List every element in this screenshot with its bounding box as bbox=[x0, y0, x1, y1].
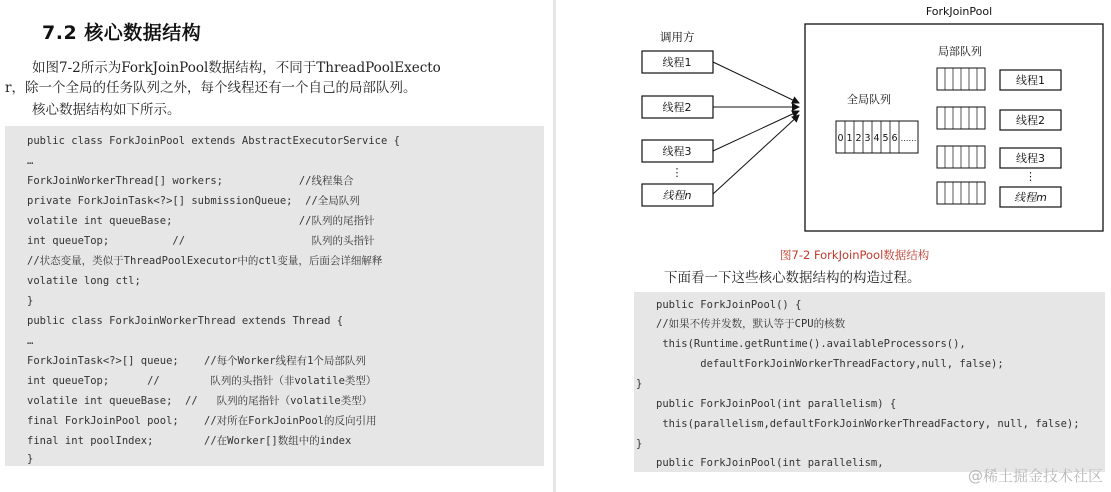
worker-thread-label: 线程2 bbox=[1016, 114, 1045, 127]
code-line: defaultForkJoinWorkerThreadFactory,null, false); bbox=[656, 358, 1004, 370]
paragraph-line-1: 如图7-2所示为ForkJoinPool数据结构，不同于ThreadPoolExecto bbox=[32, 60, 441, 76]
code-line: } bbox=[636, 378, 643, 390]
queue-cell: 3 bbox=[864, 133, 871, 144]
left-page bbox=[0, 0, 553, 492]
figure-caption: 图7-2 ForkJoinPool数据结构 bbox=[780, 248, 930, 262]
queue-cell: 0 bbox=[837, 133, 844, 144]
caller-thread-3 bbox=[642, 140, 713, 162]
forkjoinpool-diagram bbox=[556, 0, 1111, 270]
caller-thread-2 bbox=[642, 96, 713, 118]
caller-label: 调用方 bbox=[660, 30, 695, 44]
caller-thread-n bbox=[642, 184, 713, 206]
watermark: @稀土掘金技术社区 bbox=[967, 467, 1103, 485]
code-line: int queueTop; // 队列的头指针（非volatile类型） bbox=[27, 375, 377, 387]
caller-thread-label: 线程n bbox=[662, 189, 692, 202]
code-line: ForkJoinTask<?>[] queue; //每个Worker线程有1个局部队列 bbox=[27, 355, 366, 367]
code-line: public ForkJoinPool(int parallelism, bbox=[656, 457, 884, 469]
code-line: } bbox=[27, 453, 34, 465]
code-line: final int poolIndex; //在Worker[]数组中的index bbox=[27, 435, 352, 447]
caller-thread-label: 线程2 bbox=[662, 101, 692, 114]
paragraph-line-2: r，除一个全局的任务队列之外，每个线程还有一个自己的局部队列。 bbox=[5, 80, 417, 96]
code-line: this(parallelism,defaultForkJoinWorkerThreadFactory, null, false); bbox=[656, 418, 1080, 430]
local-queue-m bbox=[937, 182, 985, 204]
queue-cell: 5 bbox=[882, 133, 889, 144]
arrow-line bbox=[713, 115, 799, 194]
code-line: volatile int queueBase; // 队列的尾指针（volatile类型） bbox=[27, 395, 373, 407]
code-line: private ForkJoinTask<?>[] submissionQueue; //全局队列 bbox=[27, 195, 360, 207]
arrow-line bbox=[713, 62, 799, 103]
worker-thread-label: 线程m bbox=[1014, 191, 1047, 204]
code-line: public ForkJoinPool() { bbox=[656, 299, 802, 311]
queue-cell: 1 bbox=[846, 133, 853, 144]
queue-cell: 6 bbox=[891, 133, 898, 144]
code-line: public class ForkJoinPool extends AbstractExecutorService { bbox=[27, 135, 400, 147]
worker-thread-3 bbox=[1000, 148, 1061, 168]
caller-thread-label: 线程1 bbox=[662, 56, 692, 69]
pool-title: ForkJoinPool bbox=[925, 5, 993, 18]
caller-thread-label: 线程3 bbox=[662, 145, 692, 158]
code-line: volatile int queueBase; //队列的尾指针 bbox=[27, 215, 375, 227]
code-line: volatile long ctl; bbox=[27, 275, 141, 287]
right-paragraph: 下面看一下这些核心数据结构的构造过程。 bbox=[664, 270, 921, 286]
code-line: final ForkJoinPool pool; //对所在ForkJoinPool的反向引用 bbox=[27, 415, 377, 427]
worker-thread-1 bbox=[1000, 70, 1061, 90]
worker-thread-label: 线程3 bbox=[1016, 152, 1045, 165]
local-queue-2 bbox=[937, 107, 985, 129]
queue-cell: …… bbox=[900, 134, 917, 143]
local-queue-3 bbox=[937, 146, 985, 168]
code-line: … bbox=[27, 335, 34, 347]
worker-thread-label: 线程1 bbox=[1016, 74, 1045, 87]
worker-thread-m bbox=[1000, 187, 1061, 207]
code-line: public class ForkJoinWorkerThread extends Thread { bbox=[27, 315, 344, 327]
code-line: //如果不传并发数，默认等于CPU的核数 bbox=[656, 318, 846, 330]
local-queue-1 bbox=[937, 68, 985, 90]
caller-thread-1 bbox=[642, 51, 713, 73]
local-queue-label: 局部队列 bbox=[938, 45, 982, 58]
global-queue-label: 全局队列 bbox=[847, 93, 891, 106]
queue-cell: 2 bbox=[855, 133, 862, 144]
global-queue bbox=[836, 121, 918, 153]
caller-ellipsis: ⋮ bbox=[671, 166, 683, 179]
code-line: ForkJoinWorkerThread[] workers; //线程集合 bbox=[27, 175, 354, 187]
queue-cell: 4 bbox=[873, 133, 880, 144]
code-line: int queueTop; // 队列的头指针 bbox=[27, 235, 375, 247]
worker-thread-2 bbox=[1000, 110, 1061, 130]
section-title: 7.2 核心数据结构 bbox=[42, 22, 202, 44]
code-line: //状态变量，类似于ThreadPoolExecutor中的ctl变量，后面会详细解释 bbox=[27, 255, 383, 267]
code-block bbox=[5, 126, 544, 466]
paragraph-line-3: 核心数据结构如下所示。 bbox=[32, 102, 181, 118]
code-block-right bbox=[634, 292, 1105, 472]
right-page bbox=[556, 0, 1111, 492]
arrow-line bbox=[713, 111, 799, 151]
code-line: this(Runtime.getRuntime().availableProcessors(), bbox=[656, 338, 966, 350]
code-line: } bbox=[636, 438, 643, 450]
code-line: … bbox=[27, 155, 34, 167]
code-line: } bbox=[27, 295, 34, 307]
code-line: public ForkJoinPool(int parallelism) { bbox=[656, 398, 897, 410]
worker-ellipsis: ⋮ bbox=[1025, 170, 1036, 183]
